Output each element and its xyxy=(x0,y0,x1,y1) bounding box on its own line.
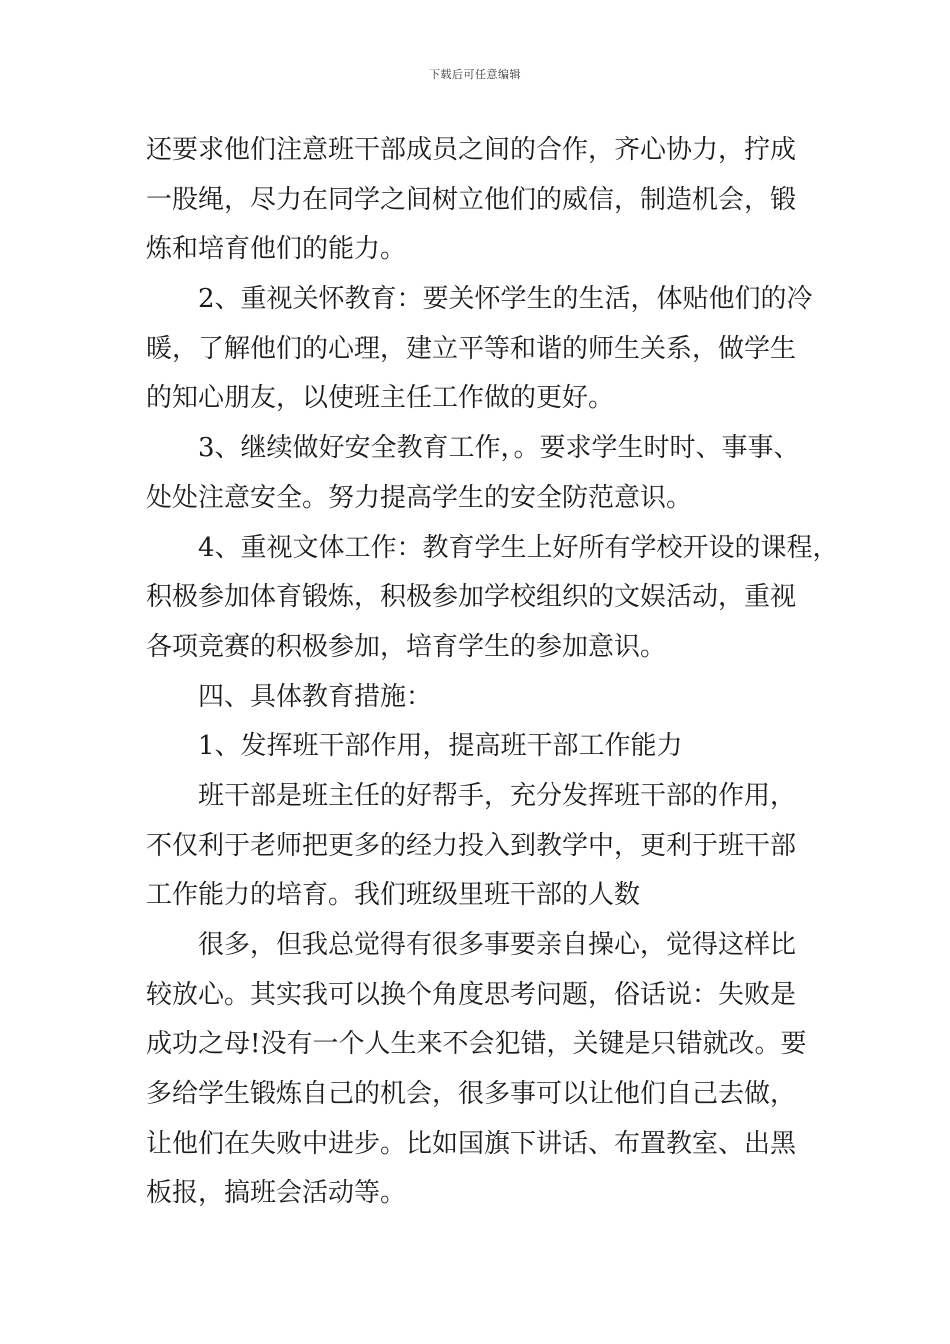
text-line: 较放心。其实我可以换个角度思考问题，俗话说：失败是 xyxy=(146,979,797,1010)
text-line: 一股绳，尽力在同学之间树立他们的威信，制造机会，锻 xyxy=(146,184,797,215)
document-body xyxy=(146,126,839,1219)
text-line: 成功之母!没有一个人生来不会犯错，关键是只错就改。要 xyxy=(146,1029,807,1060)
paragraph-start-line: 4、重视文体工作：教育学生上好所有学校开设的课程， xyxy=(198,532,839,563)
text-line: 处处注意安全。努力提高学生的安全防范意识。 xyxy=(146,482,693,513)
paragraph-start-line: 很多，但我总觉得有很多事要亲自操心，觉得这样比 xyxy=(198,930,797,960)
text-line: 板报，搞班会活动等。 xyxy=(146,1178,407,1209)
paragraph-start-line: 班干部是班主任的好帮手，充分发挥班干部的作用， xyxy=(198,780,797,811)
text-line: 的知心朋友，以使班主任工作做的更好。 xyxy=(146,383,615,414)
text-line: 积极参加体育锻炼，积极参加学校组织的文娱活动，重视 xyxy=(146,582,797,613)
text-line: 炼和培育他们的能力。 xyxy=(146,234,407,265)
text-line: 让他们在失败中进步。比如国旗下讲话、布置教室、出黑 xyxy=(146,1128,797,1159)
text-line: 多给学生锻炼自己的机会，很多事可以让他们自己去做， xyxy=(146,1079,797,1110)
text-line: 各项竞赛的积极参加，培育学生的参加意识。 xyxy=(146,631,667,662)
paragraph-start-line: 2、重视关怀教育：要关怀学生的生活，体贴他们的冷 xyxy=(198,284,813,315)
text-line: 不仅利于老师把更多的经力投入到教学中，更利于班干部 xyxy=(146,830,797,861)
text-line: 还要求他们注意班干部成员之间的合作，齐心协力，拧成 xyxy=(146,135,797,165)
subsection-heading: 1、发挥班干部作用，提高班干部工作能力 xyxy=(198,731,683,762)
section-heading: 四、具体教育措施： xyxy=(198,681,433,712)
text-line: 暖，了解他们的心理，建立平等和谐的师生关系，做学生 xyxy=(146,333,797,364)
text-line: 工作能力的培育。我们班级里班干部的人数 xyxy=(146,880,641,911)
paragraph-start-line: 3、继续做好安全教育工作，。要求学生时时、事事、 xyxy=(198,433,800,464)
header-note: 下载后可任意编辑 xyxy=(429,68,521,81)
